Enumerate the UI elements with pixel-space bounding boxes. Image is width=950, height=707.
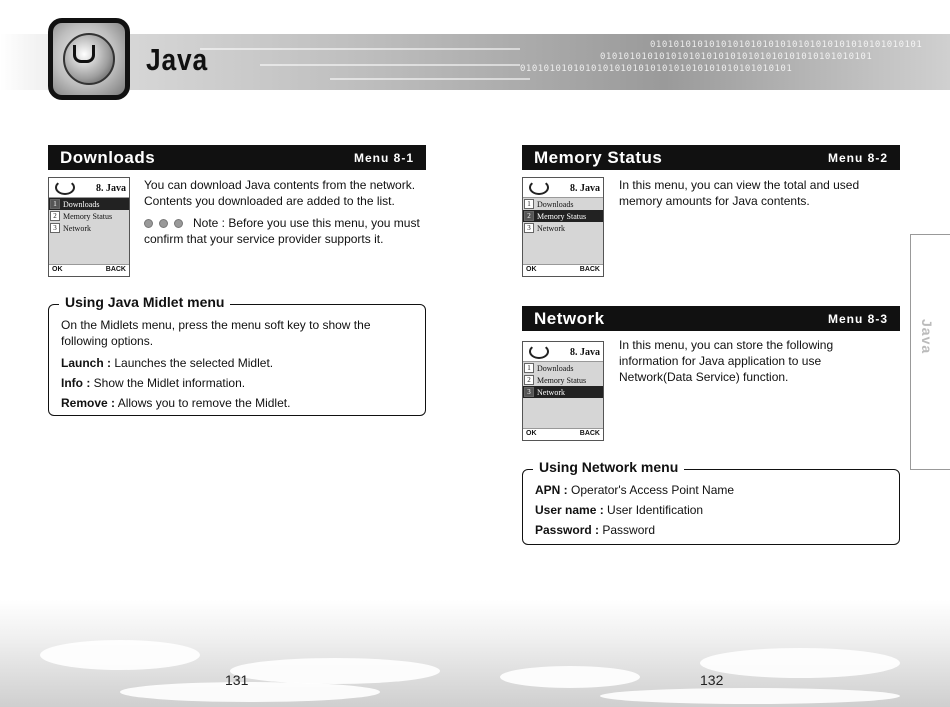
java-logo-icon	[48, 18, 130, 100]
network-description: In this menu, you can store the following information for Java application to use Network(Data Service) function.	[619, 338, 834, 384]
section-menu-number: Menu 8-3	[827, 311, 888, 326]
info-box-title: Using Network menu	[533, 459, 684, 475]
section-header-memory-status	[522, 145, 900, 170]
phone-menu-item: 1 Downloads	[49, 198, 129, 210]
phone-screen-network	[522, 341, 604, 441]
soft-key-back: BACK	[105, 266, 126, 273]
memory-status-description: In this menu, you can view the total and used memory amounts for Java contents.	[619, 178, 860, 208]
phone-menu-item: 2 Memory Status	[49, 210, 129, 222]
java-cup-icon	[529, 344, 549, 359]
page-title: Java	[146, 42, 209, 77]
soft-key-back: BACK	[579, 430, 600, 437]
soft-key-ok: OK	[526, 266, 537, 273]
section-menu-number: Menu 8-2	[827, 150, 888, 165]
binary-decoration: 0101010101010101010101010101010101010101010101	[650, 40, 923, 50]
list-item: Password : Password	[535, 523, 656, 537]
section-title: Downloads	[60, 147, 156, 167]
side-chapter-tab	[910, 234, 950, 470]
phone-screen-memory-status	[522, 177, 604, 277]
section-menu-number: Menu 8-1	[353, 150, 414, 165]
soft-key-back: BACK	[579, 266, 600, 273]
phone-menu-item: 1 Downloads	[523, 198, 603, 210]
list-item: Info : Show the Midlet information.	[61, 376, 246, 390]
network-menu-box	[522, 459, 900, 545]
midlet-intro: On the Midlets menu, press the menu soft key to show the following options.	[61, 318, 371, 348]
note-text: Note : Before you use this menu, you must confirm that your service provider supports it.	[144, 216, 420, 246]
java-cup-icon	[529, 180, 549, 195]
phone-menu-item: 3 Network	[49, 222, 129, 234]
phone-menu-item: 2 Memory Status	[523, 374, 603, 386]
midlet-menu-box	[48, 294, 426, 416]
list-item: Launch : Launches the selected Midlet.	[61, 356, 274, 370]
note-icon	[144, 215, 189, 231]
list-item: User name : User Identification	[535, 503, 704, 517]
section-title: Memory Status	[534, 147, 663, 167]
downloads-description: You can download Java contents from the network. Contents you downloaded are added to the list. Note : Before you use this menu, you must confirm that your service provider supports it.	[144, 178, 420, 246]
phone-menu-item: 2 Memory Status	[523, 210, 603, 222]
info-box-title: Using Java Midlet menu	[59, 294, 230, 310]
soft-key-ok: OK	[52, 266, 63, 273]
java-cup-icon	[55, 180, 75, 195]
side-tab-label: Java	[919, 319, 935, 355]
binary-decoration: 0101010101010101010101010101010101010101010101	[600, 52, 873, 62]
section-header-downloads	[48, 145, 426, 170]
list-item: APN : Operator's Access Point Name	[535, 483, 735, 497]
soft-key-ok: OK	[526, 430, 537, 437]
page-number-right: 132	[700, 672, 724, 688]
phone-title: 8. Java	[570, 183, 600, 194]
phone-menu-item: 3 Network	[523, 386, 603, 398]
list-item: Remove : Allows you to remove the Midlet.	[61, 396, 291, 410]
phone-screen-downloads	[48, 177, 130, 277]
binary-decoration: 0101010101010101010101010101010101010101010101	[520, 64, 793, 74]
phone-title: 8. Java	[570, 347, 600, 358]
phone-title: 8. Java	[96, 183, 126, 194]
page-number-left: 131	[225, 672, 249, 688]
footer-clouds-decoration	[0, 600, 950, 707]
section-header-network	[522, 306, 900, 331]
phone-menu-item: 1 Downloads	[523, 362, 603, 374]
phone-menu-item: 3 Network	[523, 222, 603, 234]
header-banner	[0, 34, 950, 90]
section-title: Network	[534, 308, 605, 328]
